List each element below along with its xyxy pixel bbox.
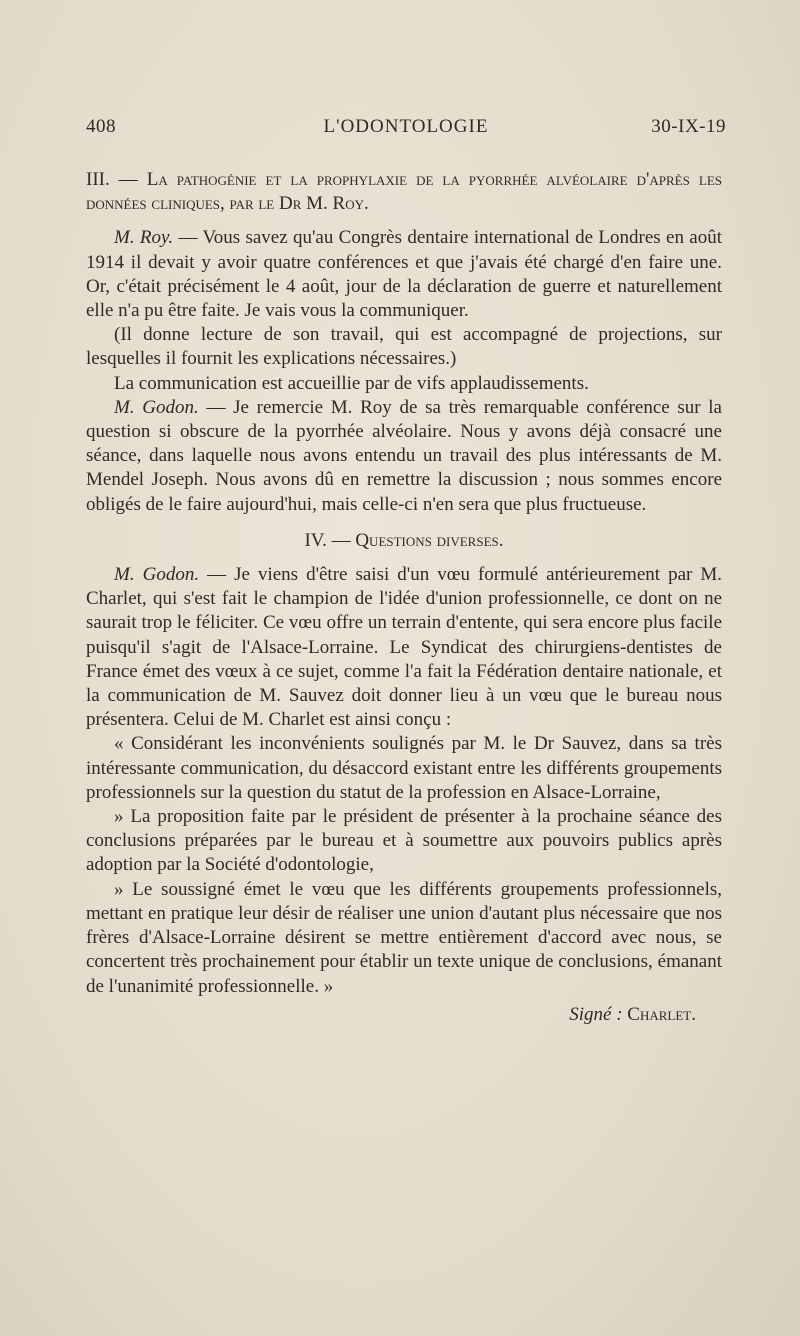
speaker-roy: M. Roy. <box>114 227 174 249</box>
signature <box>86 1003 722 1027</box>
page-body <box>86 168 722 1027</box>
quote-paragraph-3: » Le soussigné émet le vœu que les différents groupements professionnels, mettant en pratique leur désir de réaliser une union d'autant plus nécessaire que nos frères d'Alsace-Lorraine désirent se mettre entièrement d'accord avec nous, se concertent très prochainement pour établir un texte unique de conclusions, émanant de l'unanimité professionnelle. » <box>86 878 722 997</box>
roy-text: — Vous savez qu'au Congrès dentaire international de Londres en août 1914 il devait y avoir quatre conférences et que j'avais été chargé d'en faire une. Or, c'était précisément le 4 août, jour de la déclaration de guerre et naturellement elle n'a pu être faite. Je vais vous la communiquer. <box>86 227 722 322</box>
signature-name: Charlet. <box>627 1003 696 1025</box>
speaker-godon-2: M. Godon. <box>114 564 200 586</box>
running-header <box>86 116 726 144</box>
quote-paragraph-1: « Considérant les inconvénients soulignés par M. le Dr Sauvez, dans sa très intéressante communication, du désaccord existant entre les différents groupements professionnels sur la question du statut de la profession en Alsace-Lorraine, <box>86 733 722 803</box>
speaker-godon: M. Godon. <box>114 396 199 418</box>
page-number: 408 <box>86 116 116 137</box>
section-heading-iii: III. — La pathogénie et la prophylaxie de la pyorrhée alvéolaire d'après les données cliniques, par le Dr M. Roy. <box>86 169 722 215</box>
signature-label: Signé : <box>569 1003 623 1025</box>
quote-paragraph-2: » La proposition faite par le président de présenter à la prochaine séance des conclusions préparées par le bureau et à soumettre aux pouvoirs publics après adoption par la Société d'odontologie, <box>86 806 722 876</box>
running-title: L'ODONTOLOGIE <box>323 116 489 137</box>
godon-2-text: — Je viens d'être saisi d'un vœu formulé antérieurement par M. Charlet, qui s'est fait le champion de l'idée d'union professionnelle, ce dont on ne saurait trop le féliciter. Ce vœu offre un terrain d'entente, qui sera encore plus facile puisqu'il s'agit de l'Alsace-Lorraine. Le Syndicat des chirurgiens-dentistes de France émet des vœux à ce sujet, comme l'a fait la Fédération dentaire nationale, et la communication de M. Sauvez doit donner lieu à un vœu que le bureau nous présentera. Celui de M. Charlet est ainsi conçu : <box>86 564 722 731</box>
section-heading-iv: IV. — Questions diverses. <box>304 529 504 551</box>
paragraph-godon-1 <box>86 396 722 517</box>
paragraph-applause: La communication est accueillie par de vifs applaudissements. <box>114 372 589 394</box>
paragraph-lecture: (Il donne lecture de son travail, qui est accompagné de projections, sur lesquelles il fournit les explications nécessaires.) <box>86 324 722 370</box>
godon-1-text: — Je remercie M. Roy de sa très remarquable conférence sur la question si obscure de la pyorrhée alvéolaire. Nous y avons déjà consacré une séance, dans laquelle nous avons entendu un travail des plus intéressants de M. Mendel Joseph. Nous avons dû en remettre la discussion ; nous sommes encore obligés de le faire aujourd'hui, mais celle-ci n'en sera que plus fructueuse. <box>86 396 722 515</box>
issue-date: 30-IX-19 <box>651 116 726 137</box>
paragraph-godon-2 <box>86 563 722 732</box>
paragraph-roy <box>86 226 722 323</box>
